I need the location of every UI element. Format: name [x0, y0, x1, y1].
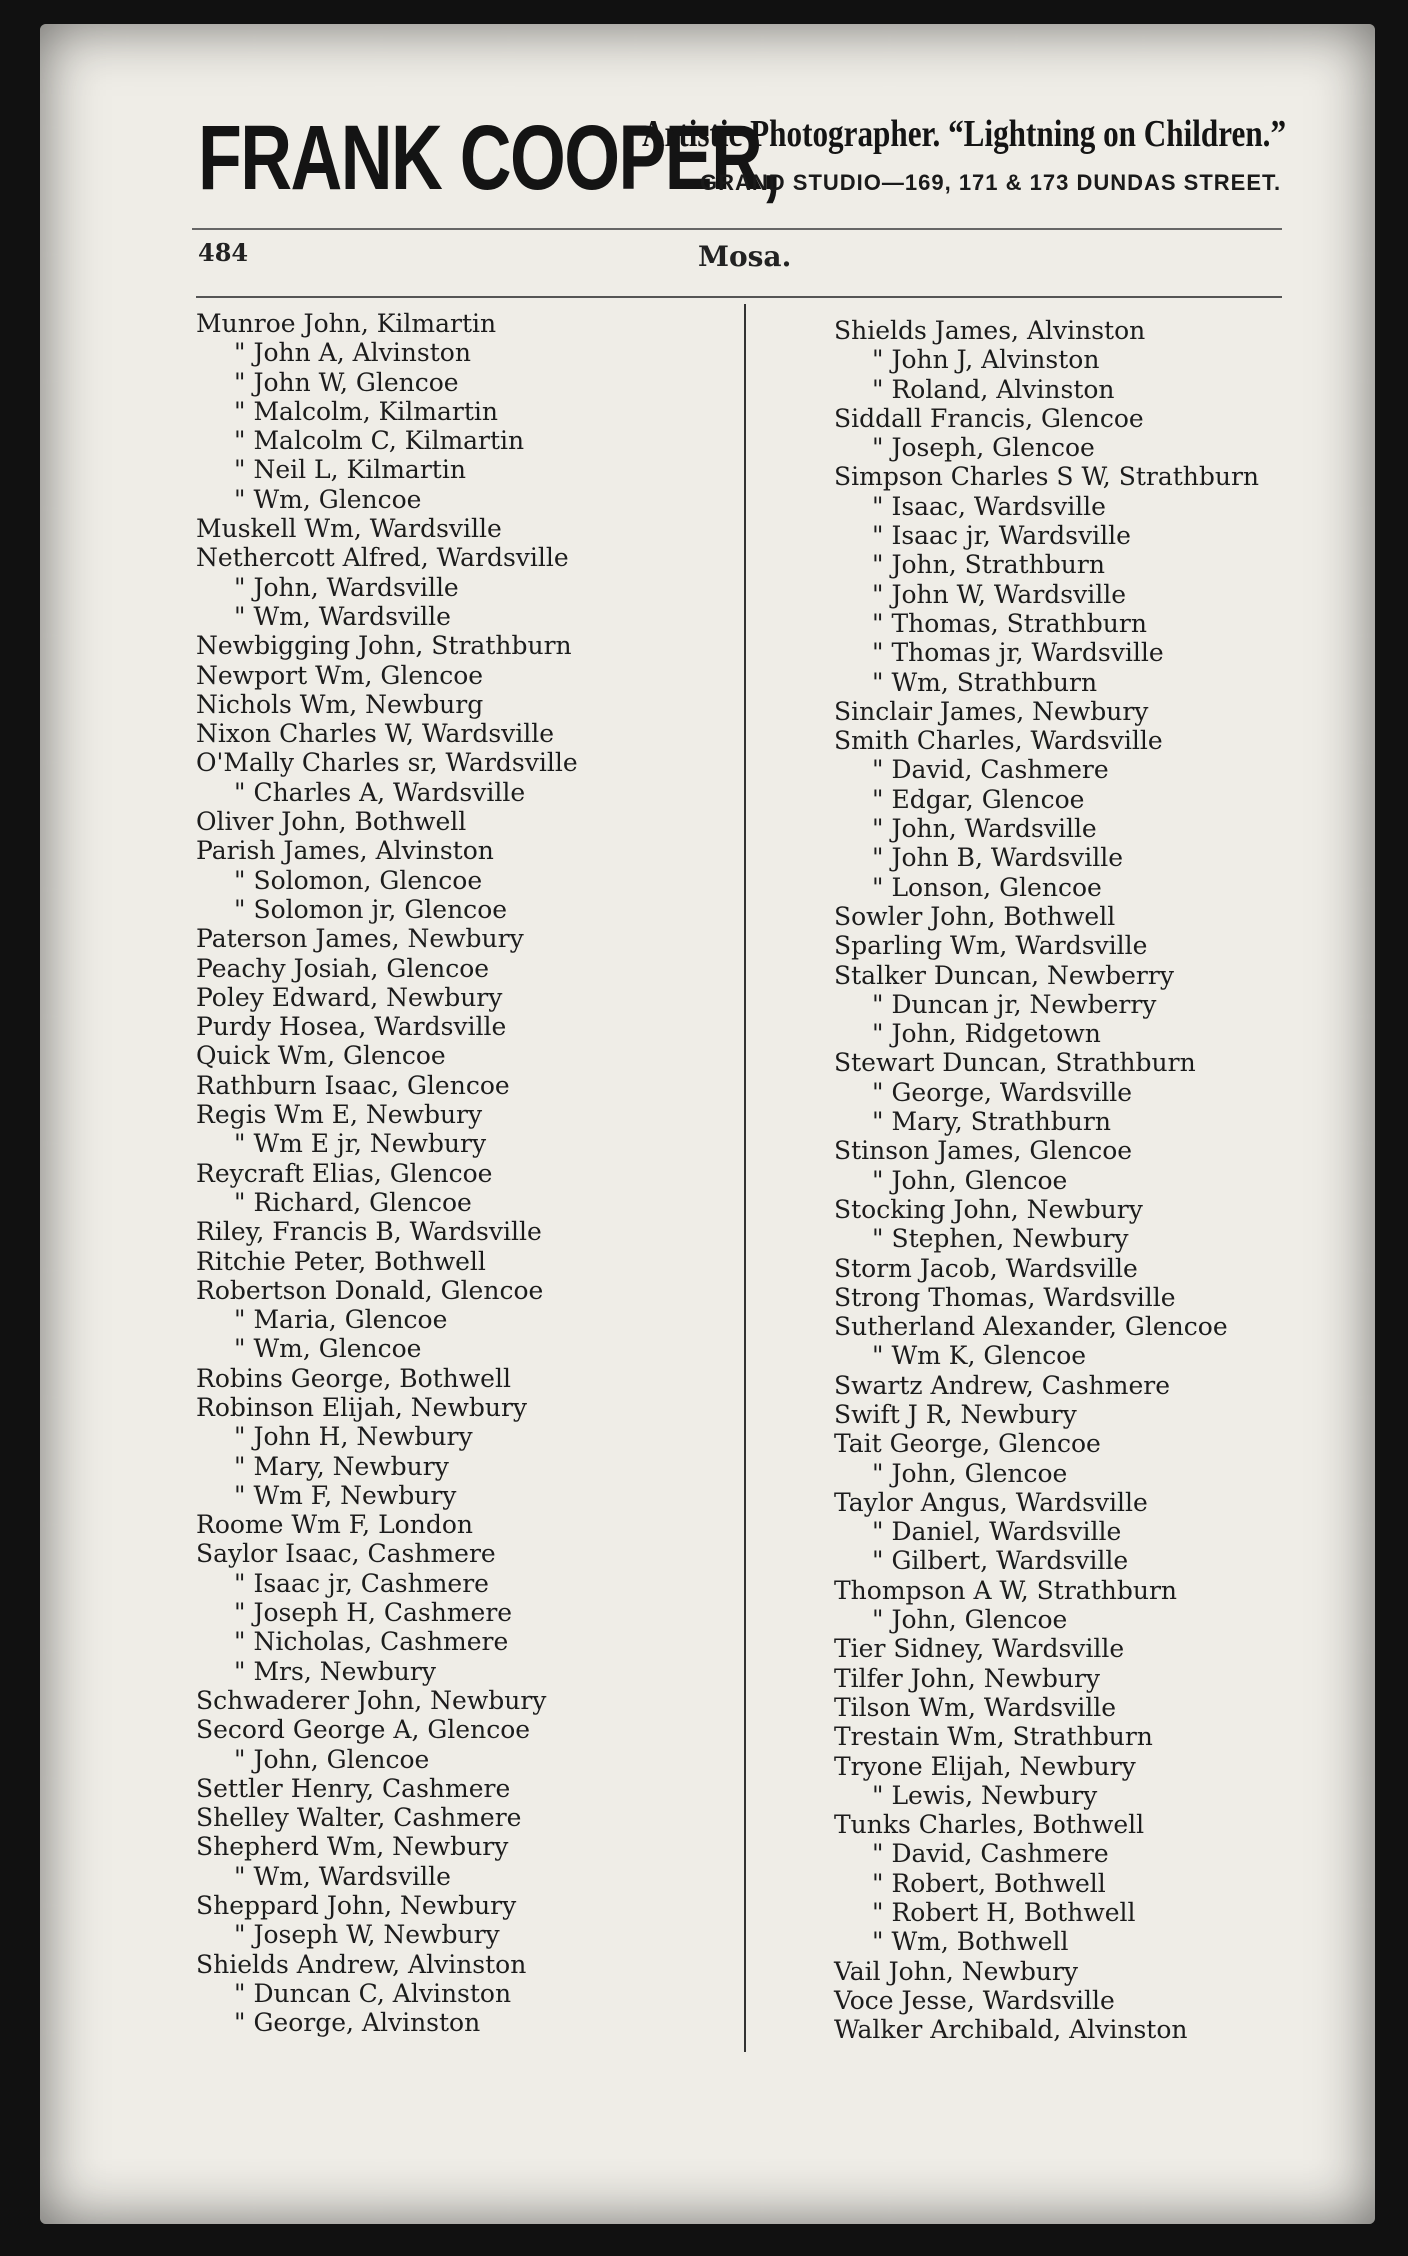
directory-entry: Smith Charles, Wardsville	[834, 726, 1163, 756]
directory-entry: " Robert H, Bothwell	[872, 1898, 1136, 1928]
directory-entry: " Neil L, Kilmartin	[234, 455, 466, 485]
directory-entry: Schwaderer John, Newbury	[196, 1685, 547, 1715]
directory-entry: " Thomas, Strathburn	[872, 608, 1147, 638]
directory-entry: " John, Glencoe	[234, 1744, 430, 1774]
directory-entry: Tunks Charles, Bothwell	[834, 1810, 1145, 1840]
directory-entry: Swartz Andrew, Cashmere	[834, 1370, 1170, 1400]
directory-entry: " Wm E jr, Newbury	[234, 1129, 487, 1159]
directory-entry: " Wm F, Newbury	[234, 1480, 457, 1510]
advertiser-name: FRANK COOPER,	[198, 107, 780, 209]
directory-entry: Sparling Wm, Wardsville	[834, 931, 1148, 961]
directory-entry: Shepherd Wm, Newbury	[196, 1832, 509, 1862]
directory-entry: Sinclair James, Newbury	[834, 696, 1149, 726]
directory-entry: Stalker Duncan, Newberry	[834, 960, 1174, 990]
right-column	[834, 316, 1294, 2045]
directory-entry: Sheppard John, Newbury	[196, 1891, 517, 1921]
directory-entry: Stinson James, Glencoe	[834, 1136, 1133, 1166]
directory-entry: Settler Henry, Cashmere	[196, 1773, 511, 1803]
directory-entry: Taylor Angus, Wardsville	[834, 1487, 1148, 1517]
directory-entry: " Joseph, Glencoe	[872, 433, 1095, 463]
directory-entry: " John, Glencoe	[872, 1605, 1068, 1635]
directory-entry: " John J, Alvinston	[872, 345, 1100, 375]
directory-entry: " John, Wardsville	[234, 572, 459, 602]
directory-entry: " Solomon, Glencoe	[234, 865, 483, 895]
column-divider	[744, 304, 746, 2052]
directory-entry: Quick Wm, Glencoe	[196, 1041, 446, 1071]
directory-entry: Strong Thomas, Wardsville	[834, 1282, 1176, 1312]
directory-entry: " Stephen, Newbury	[872, 1224, 1129, 1254]
directory-entry: " Wm K, Glencoe	[872, 1341, 1087, 1371]
directory-entry: Newport Wm, Glencoe	[196, 660, 484, 690]
directory-entry: " Mary, Strathburn	[872, 1107, 1111, 1137]
directory-entry: Regis Wm E, Newbury	[196, 1100, 483, 1130]
directory-entry: Riley, Francis B, Wardsville	[196, 1217, 542, 1247]
directory-entry: " Joseph H, Cashmere	[234, 1598, 513, 1628]
directory-entry: Purdy Hosea, Wardsville	[196, 1012, 507, 1042]
directory-entry: Shields James, Alvinston	[834, 316, 1146, 345]
directory-entry: " John W, Wardsville	[872, 579, 1127, 609]
directory-entry: " Mrs, Newbury	[234, 1656, 436, 1686]
directory-entry: " Maria, Glencoe	[234, 1305, 448, 1335]
directory-entry: Nichols Wm, Newburg	[196, 689, 484, 719]
directory-entry: " Wm, Wardsville	[234, 601, 451, 631]
directory-entry: Poley Edward, Newbury	[196, 982, 503, 1012]
directory-entry: " John A, Alvinston	[234, 338, 471, 368]
directory-entry: Thompson A W, Strathburn	[834, 1575, 1178, 1605]
directory-entry: " Charles A, Wardsville	[234, 777, 526, 807]
directory-entry: " Lonson, Glencoe	[872, 872, 1102, 902]
directory-entry: Oliver John, Bothwell	[196, 807, 467, 837]
directory-entry: " Roland, Alvinston	[872, 374, 1115, 404]
directory-entry: Nixon Charles W, Wardsville	[196, 719, 555, 749]
advertisement-rule	[192, 228, 1282, 230]
advertiser-tagline: Artistic Photographer. “Lightning on Children.”	[642, 113, 1287, 155]
directory-entry: Vail John, Newbury	[834, 1956, 1079, 1986]
directory-entry: " Duncan C, Alvinston	[234, 1978, 512, 2008]
directory-entry: Saylor Isaac, Cashmere	[196, 1539, 496, 1569]
directory-entry: Simpson Charles S W, Strathburn	[834, 462, 1260, 492]
directory-entry: " John, Glencoe	[872, 1458, 1068, 1488]
directory-entry: Rathburn Isaac, Glencoe	[196, 1070, 510, 1100]
directory-entry: Siddall Francis, Glencoe	[834, 403, 1144, 433]
directory-entry: " George, Alvinston	[234, 2008, 481, 2038]
directory-entry: Sowler John, Bothwell	[834, 901, 1116, 931]
directory-entry: " Mary, Newbury	[234, 1451, 449, 1481]
directory-entry: " Malcolm, Kilmartin	[234, 396, 498, 426]
directory-entry: " George, Wardsville	[872, 1077, 1133, 1107]
directory-entry: Tilfer John, Newbury	[834, 1663, 1101, 1693]
directory-entry: Robins George, Bothwell	[196, 1363, 511, 1393]
directory-entry: Sutherland Alexander, Glencoe	[834, 1312, 1228, 1342]
directory-entry: Shelley Walter, Cashmere	[196, 1803, 522, 1833]
directory-entry: " Robert, Bothwell	[872, 1868, 1106, 1898]
directory-entry: " Duncan jr, Newberry	[872, 989, 1157, 1019]
directory-entry: " John, Glencoe	[872, 1165, 1068, 1195]
directory-entry: Tilson Wm, Wardsville	[834, 1692, 1117, 1722]
directory-entry: " Gilbert, Wardsville	[872, 1546, 1129, 1576]
left-column	[196, 309, 736, 2038]
directory-entry: Peachy Josiah, Glencoe	[196, 953, 490, 983]
directory-entry: " Wm, Strathburn	[872, 667, 1098, 697]
directory-entry: Ritchie Peter, Bothwell	[196, 1246, 486, 1276]
directory-entry: " David, Cashmere	[872, 1839, 1109, 1869]
directory-entry: " Malcolm C, Kilmartin	[234, 426, 525, 456]
page-number: 484	[198, 238, 249, 267]
directory-entry: " Thomas jr, Wardsville	[872, 638, 1164, 668]
directory-entry: " Edgar, Glencoe	[872, 784, 1085, 814]
directory-entry: Walker Archibald, Alvinston	[834, 2015, 1188, 2045]
directory-entry: " Wm, Bothwell	[872, 1927, 1069, 1957]
directory-entry: " John, Strathburn	[872, 550, 1105, 580]
directory-entry: Tryone Elijah, Newbury	[834, 1751, 1136, 1781]
directory-entry: " Lewis, Newbury	[872, 1780, 1098, 1810]
directory-entry: " Isaac jr, Wardsville	[872, 521, 1131, 551]
directory-entry: " Isaac, Wardsville	[872, 491, 1106, 521]
directory-entry: " John, Ridgetown	[872, 1019, 1101, 1049]
directory-entry: Roome Wm F, London	[196, 1510, 473, 1540]
directory-entry: " John H, Newbury	[234, 1422, 473, 1452]
directory-entry: Robinson Elijah, Newbury	[196, 1392, 528, 1422]
directory-entry: " David, Cashmere	[872, 755, 1109, 785]
header-rule	[196, 296, 1282, 298]
directory-entry: Stewart Duncan, Strathburn	[834, 1048, 1196, 1078]
directory-entry: Robertson Donald, Glencoe	[196, 1275, 544, 1305]
directory-entry: Shields Andrew, Alvinston	[196, 1949, 527, 1979]
directory-entry: " John B, Wardsville	[872, 843, 1124, 873]
directory-entry: " Isaac jr, Cashmere	[234, 1568, 489, 1598]
directory-entry: " John W, Glencoe	[234, 367, 459, 397]
directory-entry: Voce Jesse, Wardsville	[834, 1985, 1115, 2015]
page-title: Mosa.	[698, 240, 792, 273]
directory-entry: " Solomon jr, Glencoe	[234, 894, 508, 924]
directory-entry: Paterson James, Newbury	[196, 924, 524, 954]
directory-entry: " Joseph W, Newbury	[234, 1920, 500, 1950]
directory-entry: Munroe John, Kilmartin	[196, 309, 497, 338]
directory-entry: Nethercott Alfred, Wardsville	[196, 543, 569, 573]
directory-entry: Trestain Wm, Strathburn	[834, 1722, 1153, 1752]
directory-entry: " Wm, Wardsville	[234, 1861, 451, 1891]
directory-entry: Muskell Wm, Wardsville	[196, 514, 502, 544]
directory-entry: Storm Jacob, Wardsville	[834, 1253, 1138, 1283]
directory-entry: " Daniel, Wardsville	[872, 1517, 1122, 1547]
advertisement-banner	[160, 92, 1300, 242]
directory-entry: Secord George A, Glencoe	[196, 1715, 531, 1745]
directory-entry: " John, Wardsville	[872, 814, 1097, 844]
directory-entry: Tait George, Glencoe	[834, 1429, 1101, 1459]
directory-entry: Reycraft Elias, Glencoe	[196, 1158, 493, 1188]
directory-entry: O'Mally Charles sr, Wardsville	[196, 748, 578, 778]
advertiser-address: GRAND STUDIO—169, 171 & 173 DUNDAS STREET.	[700, 170, 1282, 195]
directory-entry: " Richard, Glencoe	[234, 1187, 472, 1217]
directory-entry: " Nicholas, Cashmere	[234, 1627, 509, 1657]
directory-entry: Parish James, Alvinston	[196, 836, 494, 866]
directory-entry: Stocking John, Newbury	[834, 1194, 1143, 1224]
directory-entry: " Wm, Glencoe	[234, 1334, 422, 1364]
directory-entry: Newbigging John, Strathburn	[196, 631, 572, 661]
directory-entry: Swift J R, Newbury	[834, 1399, 1077, 1429]
directory-entry: Tier Sidney, Wardsville	[834, 1634, 1125, 1664]
directory-entry: " Wm, Glencoe	[234, 484, 422, 514]
